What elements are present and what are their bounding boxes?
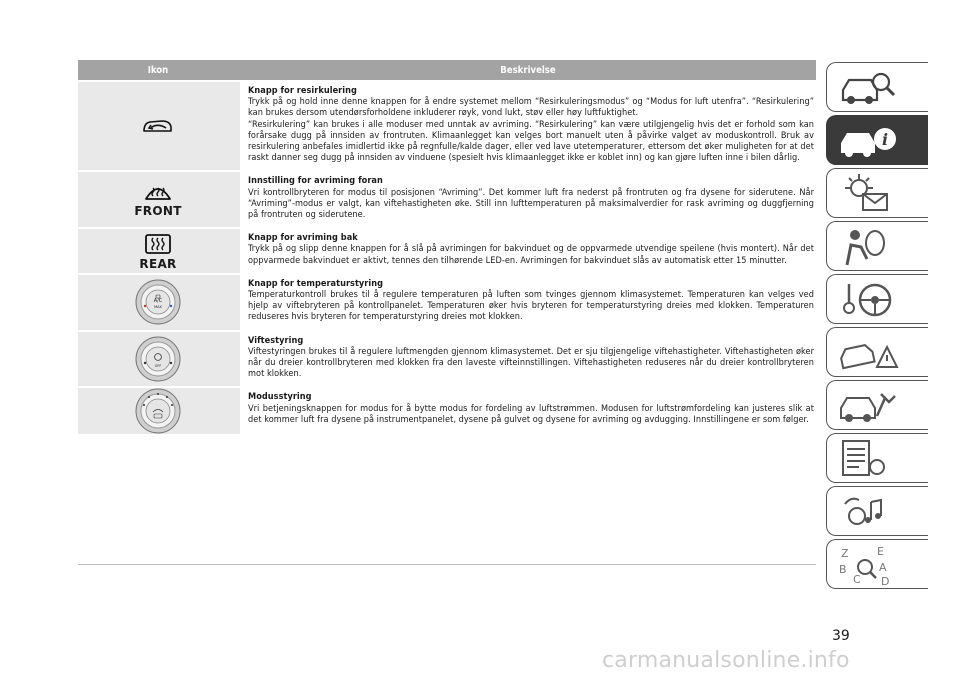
climate-controls-table: [78, 60, 816, 434]
front-defrost-icon-cell: [78, 172, 238, 227]
fan-knob-icon: [78, 332, 238, 387]
svg-text:i: i: [881, 130, 889, 149]
row-body: Vri betjeningsknappen for modus for å bytte modus for fordeling av luftstrømmen. Modusen for luftstrømfordeling kan justeres slik at det kommer luft fra dysene på instrumentpanelet, dysene på gulvet og dysene for avriming og avdugging. Innstillingene er som følger.: [248, 403, 814, 425]
row-title: Viftestyring: [248, 335, 304, 346]
tab-safety[interactable]: [826, 221, 928, 271]
svg-text:C: C: [853, 573, 861, 586]
description-cell: [240, 82, 816, 170]
description-cell: [240, 229, 816, 273]
tab-warning-lights[interactable]: [826, 168, 928, 218]
row-title: Modusstyring: [248, 392, 312, 403]
row-title: Knapp for resirkulering: [248, 86, 357, 96]
table-header: [78, 60, 816, 80]
fan-knob-off-text: OFF: [154, 364, 162, 369]
row-body: Trykk på og slipp denne knappen for å slå på avrimingen for bakvinduet og de oppvarmede utvendige speilene (hvis montert). Når det oppvarmede bakvinduet er aktivt, tennes den tilhørende LED-en. Avrimingen for bakvinduet slås av automatisk etter 15 minutter.: [248, 244, 814, 266]
tab-car-info[interactable]: [826, 115, 928, 165]
warning-light-mail-icon: [837, 172, 899, 216]
table-row-rear-defrost: [78, 227, 816, 273]
tab-multimedia[interactable]: [826, 486, 928, 536]
temperature-knob-icon: [78, 275, 238, 330]
rear-defrost-icon-cell: [78, 229, 238, 273]
temp-knob-max-text: MAX: [154, 305, 162, 310]
mode-knob-icon: [78, 388, 238, 434]
car-info-icon: [837, 119, 899, 163]
watermark: carmanualsonline.info: [602, 648, 850, 673]
table-row-mode: [78, 386, 816, 434]
table-bottom-divider: [78, 564, 816, 565]
tab-index[interactable]: [826, 539, 928, 589]
alphabetical-index-icon: [837, 543, 899, 587]
tab-maintenance[interactable]: [826, 380, 928, 430]
description-cell: [240, 332, 816, 387]
svg-text:D: D: [881, 575, 890, 587]
table-row-fan: [78, 330, 816, 387]
multimedia-icon: [837, 490, 899, 534]
row-title: Knapp for temperaturstyring: [248, 278, 384, 289]
front-defrost-icon: [143, 181, 173, 203]
row-body: Temperaturkontroll brukes til å regulere temperaturen på luften som tvinges gjennom klimasystemet. Temperaturen kan velges ved hjelp av viftebryteren på kontrollpanelet. Temperaturen øker hvis bryteren for temperaturstyring dreies med klokken. Temperaturen reduseres hvis bryteren for temperaturstyring dreies mot klokken.: [248, 290, 814, 323]
header-description-column: Beskrivelse: [500, 64, 556, 76]
table-row-recirculation: [78, 80, 816, 170]
tab-starting-driving[interactable]: [826, 274, 928, 324]
svg-text:B: B: [839, 563, 847, 576]
svg-text:E: E: [877, 545, 884, 558]
tab-technical-specifications[interactable]: [826, 433, 928, 483]
tab-car-search[interactable]: [826, 62, 928, 112]
specifications-list-icon: [837, 437, 899, 481]
key-steering-wheel-icon: [837, 278, 899, 322]
row-body: Trykk på og hold inne denne knappen for å endre systemet mellom “Resirkuleringsmodus” og “Modus for luft utenfra”. “Resirkulering” kan brukes dersom utendørsforholdene inkluderer røyk, vond lukt, støv eller høy luftfuktighet. “Resirkulering” kan brukes i alle moduser med unntak av avriming. “Resirkulering” kan være utilgjengelig hvis det er forhold som kan forårsake dugg på innsiden av frontruten. Klimaanlegget kan velges bort manuelt uten å påvirke valget av moduskontroll. Bruk av resirkulering anbefales imidlertid ikke på regnfulle/kalde dager, eller ved lave utetemperaturer, ettersom det øker muligheten for at det raskt danner seg dugg på innsiden av vinduene (spesielt hvis klimaanlegget ikke er koblet inn) og kan gjøre luften inne i bilen dårlig.: [248, 97, 814, 164]
row-body: Viftestyringen brukes til å regulere luftmengden gjennom klimasystemet. Det er sju tilgjengelige viftehastigheter. Viftehastigheten øker når du dreier kontrollbryteren med klokken fra den laveste vifteinnstillingen. Viftehastigheten reduseres når du dreier kontrollbryteren mot klokken.: [248, 346, 814, 380]
car-search-icon: [837, 66, 899, 110]
row-title: Knapp for avriming bak: [248, 233, 358, 244]
header-icon-column: Ikon: [147, 64, 169, 76]
front-label: FRONT: [134, 204, 182, 219]
temp-knob-ac-text: A/C: [153, 298, 163, 305]
row-body: Vri kontrollbryteren for modus til posisjonen “Avriming”. Det kommer luft fra nederst på frontruten og fra dysene for siderutene. Når “Avriming”-modus er valgt, kan viftehastigheten øke. Still inn lufttemperaturen på maksimalverdier for rask avriming og duggfjerning på frontruten og siderutene.: [248, 187, 814, 221]
recirculation-icon: [78, 82, 238, 170]
car-breakdown-icon: [837, 331, 899, 375]
row-title: Innstilling for avriming foran: [248, 176, 383, 187]
description-cell: [240, 388, 816, 434]
rear-defrost-icon: [143, 232, 173, 256]
tab-emergency[interactable]: [826, 327, 928, 377]
svg-text:Z: Z: [841, 547, 849, 560]
description-cell: [240, 172, 816, 227]
rear-label: REAR: [139, 256, 177, 271]
table-row-temperature: [78, 273, 816, 330]
table-row-front-defrost: [78, 170, 816, 227]
airbag-person-icon: [837, 225, 899, 269]
car-maintenance-icon: [837, 384, 899, 428]
page-number: 39: [832, 628, 850, 644]
description-cell: [240, 275, 816, 330]
svg-text:A: A: [879, 561, 887, 574]
